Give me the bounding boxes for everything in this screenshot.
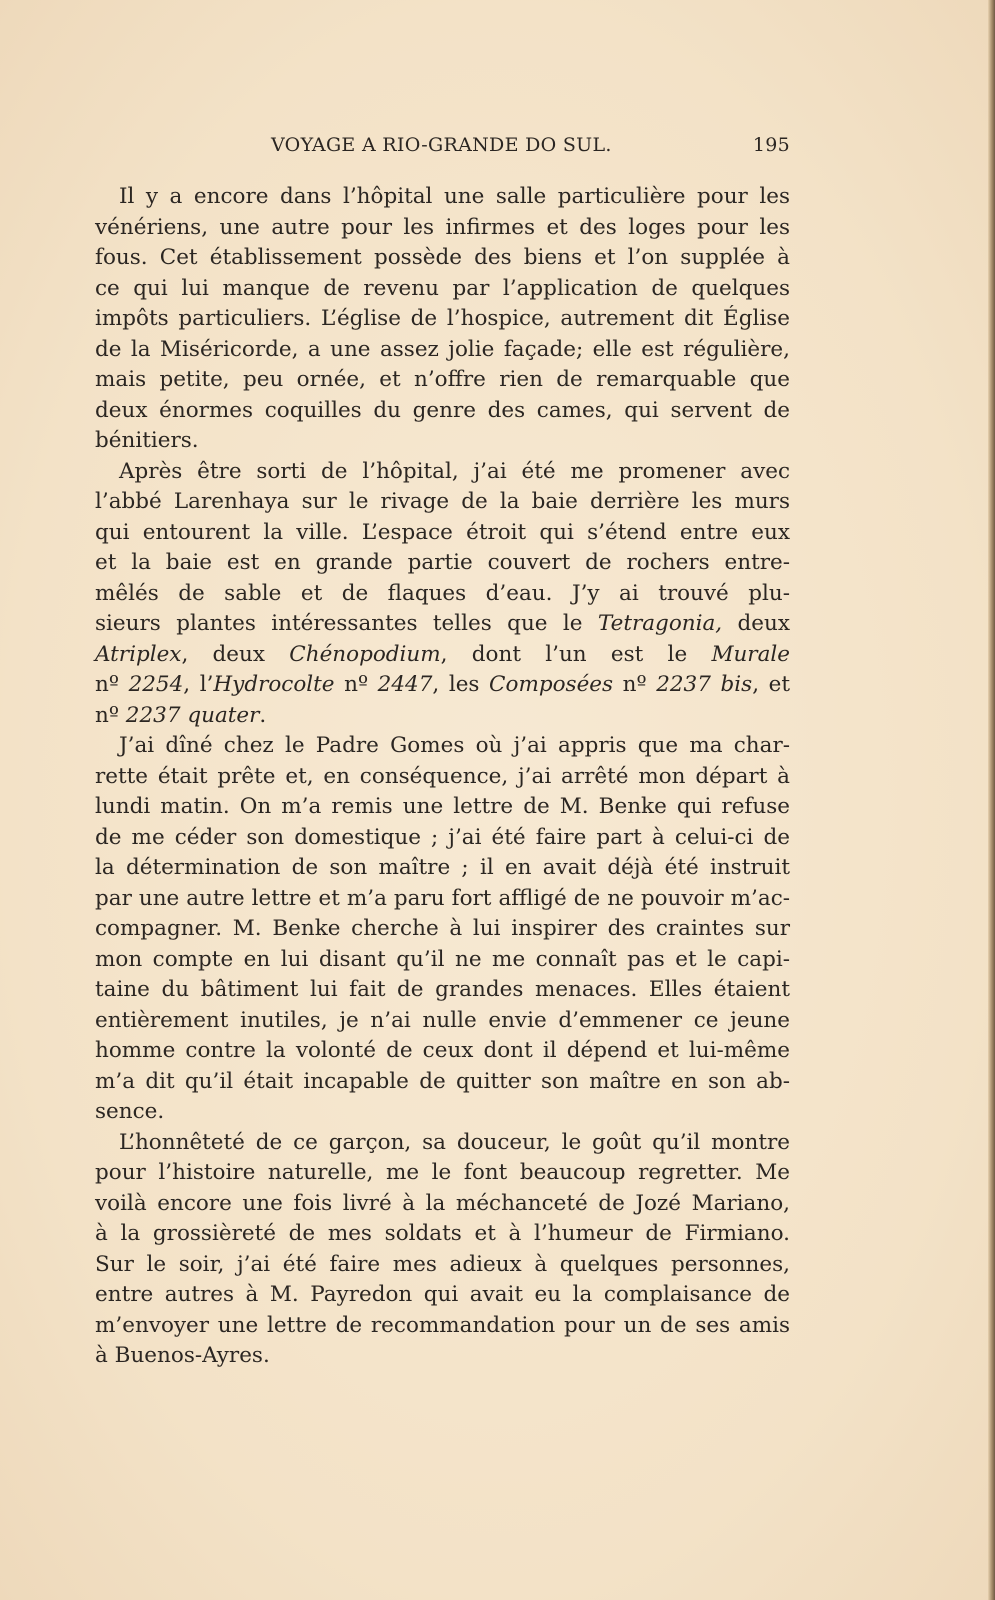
text-line bbox=[95, 213, 790, 244]
text-run: Sur le soir, j’ai été faire mes adieux à quelques personnes, bbox=[95, 1251, 790, 1277]
italic-text: 2254 bbox=[128, 672, 184, 697]
text-line bbox=[95, 579, 790, 610]
text-run: qui entourent la ville. L’espace étroit qui s’étend entre eux bbox=[95, 519, 790, 545]
text-line bbox=[95, 487, 790, 518]
text-line bbox=[95, 274, 790, 305]
italic-text: 2447 bbox=[377, 672, 433, 697]
text-run: compagner. M. Benke cherche à lui inspirer des craintes sur bbox=[95, 916, 790, 941]
text-run: entièrement inutiles, je n’ai nulle envie d’emmener ce jeune bbox=[95, 1007, 790, 1033]
italic-text: Tetragonia, bbox=[597, 611, 723, 636]
running-header bbox=[95, 134, 790, 160]
text-run: deux bbox=[722, 611, 790, 636]
text-run: nº bbox=[613, 672, 657, 697]
text-line bbox=[95, 304, 790, 335]
text-line bbox=[95, 1219, 790, 1250]
text-run: sieurs plantes intéressantes telles que le bbox=[95, 611, 598, 636]
text-line bbox=[95, 1128, 790, 1159]
running-title: VOYAGE A RIO-GRANDE DO SUL. bbox=[271, 134, 612, 156]
text-run: , dont l’un est le bbox=[440, 641, 712, 667]
text-run: à la grossièreté de mes soldats et à l’humeur de Firmiano. bbox=[95, 1221, 790, 1246]
paragraph bbox=[95, 1128, 790, 1372]
text-run: par une autre lettre et m’a paru fort affligé de ne pouvoir m’ac- bbox=[95, 885, 790, 911]
paragraph bbox=[95, 457, 790, 732]
text-run: Il y a encore dans l’hôpital une salle particulière pour les bbox=[119, 184, 790, 209]
text-line bbox=[95, 426, 790, 457]
text-run: nº bbox=[95, 672, 129, 697]
text-line bbox=[95, 1036, 790, 1067]
text-line bbox=[95, 1006, 790, 1037]
text-line bbox=[95, 1067, 790, 1098]
text-run: rette était prête et, en conséquence, j’ai arrêté mon départ à bbox=[95, 763, 790, 789]
text-run: de la Miséricorde, a une assez jolie façade; elle est régulière, bbox=[95, 336, 790, 362]
italic-text: Murale bbox=[711, 641, 790, 667]
text-line bbox=[95, 182, 790, 213]
italic-text: 2237 bis bbox=[656, 672, 753, 697]
text-run: lundi matin. On m’a remis une lettre de M. Benke qui refuse bbox=[95, 794, 790, 819]
text-line bbox=[95, 335, 790, 366]
text-run: , et bbox=[752, 672, 790, 697]
text-line bbox=[95, 1311, 790, 1342]
text-run: entre autres à M. Payredon qui avait eu la complaisance de bbox=[95, 1282, 790, 1307]
text-run: pour l’histoire naturelle, me le font beaucoup regretter. Me bbox=[95, 1160, 790, 1185]
page-number: 195 bbox=[752, 134, 790, 156]
text-run: ce qui lui manque de revenu par l’application de quelques bbox=[95, 275, 790, 301]
text-line bbox=[95, 396, 790, 427]
text-run: L’honnêteté de ce garçon, sa douceur, le goût qu’il montre bbox=[119, 1129, 790, 1155]
text-line bbox=[95, 1097, 790, 1128]
italic-text: Composées bbox=[489, 672, 614, 697]
text-run: mais petite, peu ornée, et n’offre rien de remarquable que bbox=[95, 367, 790, 392]
text-run: et la baie est en grande partie couvert de rochers entre- bbox=[95, 550, 790, 575]
text-run: de me céder son domestique ; j’ai été faire part à celui-ci de bbox=[95, 824, 790, 850]
text-run: voilà encore une fois livré à la méchanceté de Jozé Mariano, bbox=[95, 1190, 790, 1216]
text-run: , deux bbox=[181, 641, 290, 667]
text-run: mon compte en lui disant qu’il ne me connaît pas et le capi- bbox=[95, 946, 790, 972]
text-line bbox=[95, 792, 790, 823]
text-run: bénitiers. bbox=[95, 428, 199, 453]
text-run: , les bbox=[432, 672, 490, 697]
text-run: taine du bâtiment lui fait de grandes menaces. Elles étaient bbox=[95, 977, 790, 1002]
text-run: Après être sorti de l’hôpital, j’ai été me promener avec bbox=[119, 458, 790, 484]
text-line bbox=[95, 975, 790, 1006]
text-run: . bbox=[259, 702, 267, 728]
text-line bbox=[95, 701, 790, 732]
text-line bbox=[95, 243, 790, 274]
italic-text: 2237 quater bbox=[125, 702, 260, 728]
text-line bbox=[95, 884, 790, 915]
text-run: la détermination de son maître ; il en avait déjà été instruit bbox=[95, 855, 790, 880]
text-line bbox=[95, 609, 790, 640]
text-run: , l’ bbox=[183, 672, 214, 697]
text-line bbox=[95, 640, 790, 671]
paragraph bbox=[95, 182, 790, 457]
text-line bbox=[95, 914, 790, 945]
text-line bbox=[95, 1250, 790, 1281]
paragraph bbox=[95, 731, 790, 1128]
text-run: m’a dit qu’il était incapable de quitter son maître en son ab- bbox=[95, 1068, 790, 1094]
text-run: nº bbox=[95, 702, 126, 728]
italic-text: Chénopodium bbox=[289, 641, 441, 667]
text-run: vénériens, une autre pour les infirmes et des loges pour les bbox=[95, 214, 790, 240]
text-run: homme contre la volonté de ceux dont il dépend et lui-même bbox=[95, 1038, 790, 1063]
text-line bbox=[95, 1158, 790, 1189]
italic-text: Hydrocolte bbox=[213, 672, 335, 697]
text-line bbox=[95, 1341, 790, 1372]
text-line bbox=[95, 762, 790, 793]
page-edge bbox=[988, 0, 995, 1600]
text-line bbox=[95, 670, 790, 701]
text-run: impôts particuliers. L’église de l’hospice, autrement dit Église bbox=[95, 306, 790, 331]
text-line bbox=[95, 457, 790, 488]
text-line bbox=[95, 548, 790, 579]
text-run: deux énormes coquilles du genre des cames, qui servent de bbox=[95, 397, 790, 423]
text-run: à Buenos-Ayres. bbox=[95, 1343, 270, 1368]
text-run: sence. bbox=[95, 1099, 165, 1124]
text-line bbox=[95, 518, 790, 549]
text-run: J’ai dîné chez le Padre Gomes où j’ai appris que ma char- bbox=[119, 733, 790, 758]
text-line bbox=[95, 853, 790, 884]
text-line bbox=[95, 365, 790, 396]
text-run: fous. Cet établissement possède des biens et l’on supplée à bbox=[95, 245, 790, 270]
text-line bbox=[95, 1189, 790, 1220]
text-line bbox=[95, 823, 790, 854]
text-line bbox=[95, 945, 790, 976]
italic-text: Atriplex bbox=[95, 641, 182, 667]
text-run: m’envoyer une lettre de recommandation pour un de ses amis bbox=[95, 1312, 790, 1338]
text-line bbox=[95, 731, 790, 762]
text-line bbox=[95, 1280, 790, 1311]
text-run: nº bbox=[334, 672, 378, 697]
body-text bbox=[95, 182, 790, 1372]
text-run: mêlés de sable et de flaques d’eau. J’y ai trouvé plu- bbox=[95, 580, 790, 606]
text-run: l’abbé Larenhaya sur le rivage de la baie derrière les murs bbox=[95, 489, 790, 514]
